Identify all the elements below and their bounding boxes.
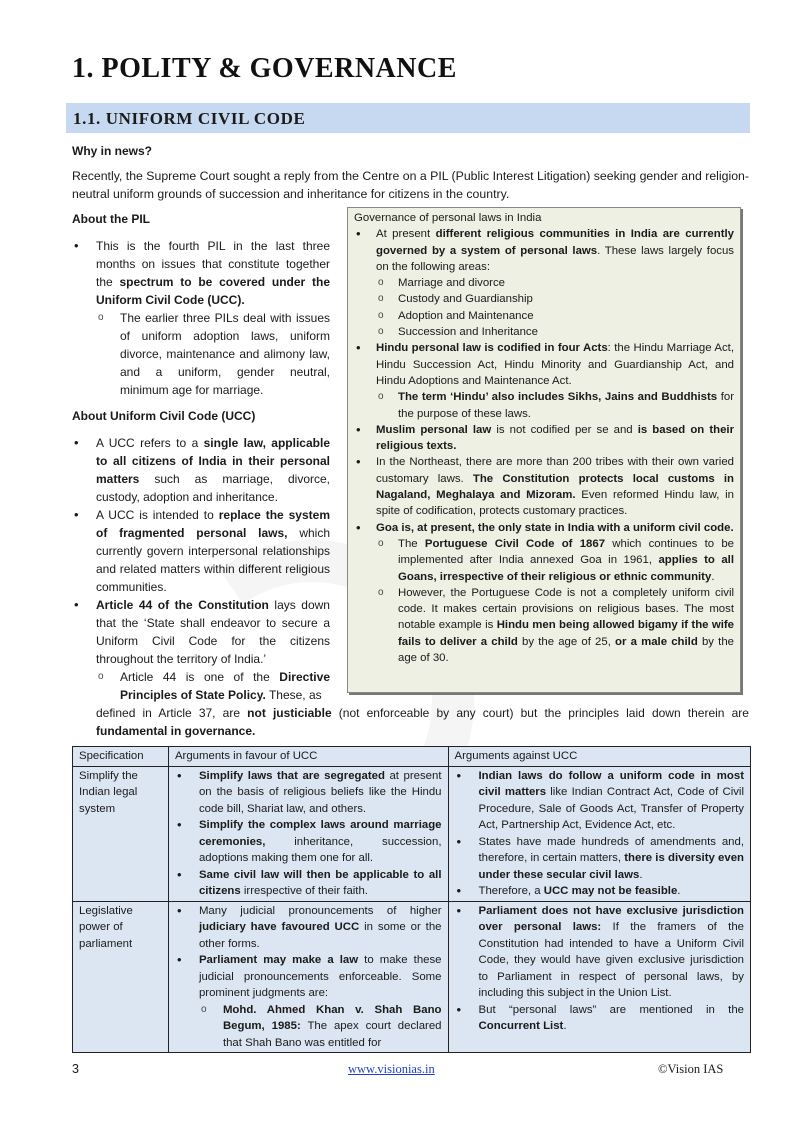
left-column — [72, 210, 330, 704]
box-title: Governance of personal laws in India — [354, 212, 542, 224]
bold-text-run: different religious communities in India are currently governed by a system of personal laws — [376, 228, 734, 257]
list-item — [72, 237, 330, 309]
bold-text-run: UCC may not be feasible — [543, 885, 678, 897]
text-run: to make these judicial pronouncements enforceable. Some prominent judgments are: — [198, 954, 442, 999]
about-ucc-label: About Uniform Civil Code (UCC) — [72, 409, 256, 423]
text-run: such as marriage, divorce, custody, adoption and inheritance. — [96, 472, 330, 504]
text-run: like Indian Contract Act, Code of Civil Procedure, Sale of Goods Act, Transfer of Property Act, Partnership Act, Evidence Act, etc. — [478, 786, 744, 831]
text-run: (not enforceable by any court) but the principles laid down therein are — [331, 706, 749, 720]
list-item — [455, 903, 744, 1002]
list-item — [455, 883, 744, 900]
bold-text-run: Hindu personal law is codified in four Acts — [376, 342, 608, 355]
list-item — [354, 520, 734, 536]
against-cell — [448, 766, 750, 901]
header-favour: Arguments in favour of UCC — [168, 747, 448, 767]
text-run: is not codified per se and — [491, 423, 638, 436]
list-subitem — [96, 668, 330, 704]
bold-text-run: fundamental in governance. — [96, 724, 256, 738]
bold-text-run: there is diversity even under these secular civil laws — [478, 852, 744, 881]
list-item — [175, 867, 442, 900]
copyright: ©Vision IAS — [658, 1062, 724, 1076]
list-item — [72, 506, 330, 596]
bold-text-run: The term ‘Hindu’ also includes Sikhs, Jains and Buddhists — [398, 391, 718, 404]
list-subitem — [376, 389, 734, 422]
list-item — [354, 454, 734, 519]
table-row — [73, 766, 751, 901]
bold-text-run: Mohd. Ahmed Khan v. Shah Bano Begum, 1985: — [222, 1003, 442, 1032]
ucc-arguments-table — [72, 746, 751, 1053]
bold-text-run: replace the system of fragmented personal laws, — [96, 508, 330, 540]
list-subitem — [199, 1002, 442, 1052]
list-item — [354, 226, 734, 275]
bold-text-run: judiciary have favoured UCC — [198, 921, 360, 933]
list-item — [72, 596, 330, 668]
list-subitem — [376, 536, 734, 585]
article-37-continuation — [96, 704, 749, 740]
against-cell — [448, 901, 750, 1053]
list-subitem — [376, 585, 734, 666]
text-run: : the Hindu Marriage Act, Hindu Succession Act, Hindu Minority and Guardianship Act, and Hindu Adoptions and Maintenance Act. — [376, 342, 735, 387]
text-run: by the age of 25, — [517, 635, 616, 648]
bold-text-run: applies to all Goans, irrespective of their religious or ethnic community — [398, 554, 734, 583]
bold-text-run: is based on their religious texts. — [376, 423, 735, 453]
why-in-news-text: Recently, the Supreme Court sought a reply from the Centre on a PIL (Public Interest Litigation) seeking gender and religion-neutral uniform grounds of succession and inheritance for citizens in the country. — [72, 169, 749, 201]
text-run: . — [639, 868, 643, 881]
personal-laws-box — [347, 207, 741, 693]
text-run: inheritance, succession, adoptions making them one for all. — [198, 835, 442, 864]
list-item — [455, 768, 744, 834]
table-row — [73, 901, 751, 1053]
header-specification: Specification — [73, 747, 169, 767]
table-header-row — [73, 747, 751, 767]
text-run: At present — [376, 228, 436, 241]
bold-text-run: Indian laws do follow a uniform code in most civil matters — [478, 769, 744, 798]
text-run: . — [677, 885, 681, 897]
list-item — [175, 817, 442, 867]
bold-text-run: Article 44 of the Constitution — [96, 598, 269, 612]
bold-text-run: Hindu men being allowed bigamy if the wife fails to deliver a child — [398, 619, 734, 648]
list-subitem: o Custody and Guardianship — [376, 291, 734, 307]
list-item — [354, 340, 734, 389]
list-item — [72, 434, 330, 506]
text-run: . — [711, 570, 715, 583]
text-run: This is the fourth PIL in the last three months on issues that constitute together the — [96, 239, 330, 289]
section-title: 1.1. UNIFORM CIVIL CODE — [73, 109, 306, 128]
bold-text-run: Parliament does not have exclusive jurisdiction over personal laws: — [478, 904, 744, 933]
text-run: A UCC refers to a — [96, 436, 204, 450]
bold-text-run: or a male child — [615, 635, 698, 648]
text-run: Article 44 is one of the — [120, 670, 280, 684]
page-number: 3 — [72, 1062, 79, 1076]
list-item — [175, 768, 442, 818]
bold-text-run: Simplify the complex laws around marriage ceremonies, — [198, 819, 442, 848]
text-run: In the Northeast, there are more than 200 tribes with their own varied customary laws. — [376, 456, 734, 485]
list-item — [354, 422, 734, 455]
text-run: . These laws largely focus on the following areas: — [376, 244, 734, 273]
text-run: which currently govern interpersonal relationships and related matters within different religious communities. — [96, 526, 330, 594]
bold-text-run: The Constitution protects local customs in Nagaland, Meghalaya and Mizoram. — [376, 472, 734, 502]
bold-text-run: Simplify laws that are segregated — [198, 769, 385, 782]
about-pil-list — [72, 237, 330, 399]
about-pil-label: About the PIL — [72, 212, 150, 226]
bold-text-run: single law, applicable to all citizens of India in their personal matters — [96, 436, 330, 486]
text-run: lays down that the ‘State shall endeavor to secure a Uniform Civil Code for the citizens throughout the territory of India.’ — [96, 598, 330, 666]
text-run: . — [563, 1020, 567, 1032]
list-item — [175, 903, 442, 953]
bold-text-run: Concurrent List — [478, 1020, 564, 1032]
list-subitem: o Marriage and divorce — [376, 275, 734, 291]
bold-text-run: spectrum to be covered under the Uniform Civil Code (UCC). — [96, 275, 330, 307]
text-run: which continues to be implemented after India annexed Goa in 1961, — [398, 537, 734, 567]
list-item — [175, 952, 442, 1002]
bold-text-run: Parliament may make a law — [198, 954, 359, 966]
bold-text-run: Directive Principles of State Policy. — [120, 670, 330, 702]
text-run: States have made hundreds of amendments and, therefore, in certain matters, — [478, 835, 744, 864]
text-run: But “personal laws” are mentioned in the — [478, 1003, 744, 1016]
favour-cell — [168, 766, 448, 901]
about-ucc-list — [72, 434, 330, 704]
list-subitem: o Succession and Inheritance — [376, 324, 734, 340]
website-link[interactable]: www.visionias.in — [348, 1062, 435, 1076]
list-item — [455, 1002, 744, 1035]
text-run: However, the Portuguese Code is not a completely uniform civil code. It makes certain provisions on religious bases. The most notable example is — [398, 586, 734, 632]
list-item — [455, 834, 744, 884]
text-run: irrespective of their faith. — [240, 885, 368, 897]
text-run: at present on the basis of religious beliefs like the Hindu code bill, Shariat law, and others. — [198, 769, 442, 815]
box-list — [354, 226, 734, 666]
header-against: Arguments against UCC — [448, 747, 750, 767]
bold-text-run: Same civil law will then be applicable to all citizens — [198, 868, 442, 897]
text-run: defined in Article 37, are — [96, 706, 248, 720]
spec-cell: Legislative power of parliament — [73, 901, 169, 1053]
favour-cell — [168, 901, 448, 1053]
bold-text-run: not justiciable — [247, 706, 332, 720]
why-in-news-label: Why in news? — [72, 144, 153, 158]
bold-text-run: Goa is, at present, the only state in India with a uniform civil code. — [376, 521, 734, 534]
list-subitem — [96, 309, 330, 399]
text-run: Many judicial pronouncements of higher — [198, 904, 442, 917]
text-run: The — [398, 537, 425, 550]
text-run: for the purpose of these laws. — [398, 391, 734, 420]
text-run: by the age of 30. — [398, 635, 734, 665]
chapter-heading: 1. POLITY & GOVERNANCE — [72, 53, 457, 84]
text-run: The earlier three PILs deal with issues of uniform adoption laws, uniform divorce, maintenance and alimony law, and a uniform, gender neutral, minimum age for marriage. — [120, 311, 330, 397]
text-run: If the framers of the Constitution had intended to have a Uniform Civil Code, they would have given exclusive jurisdiction to Parliament in respect of personal laws, by including this subject in the Union List. — [478, 921, 744, 999]
text-run: in some or the other forms. — [198, 921, 442, 950]
section-bar — [66, 103, 750, 133]
list-subitem: o Adoption and Maintenance — [376, 308, 734, 324]
bold-text-run: Portuguese Civil Code of 1867 — [424, 537, 606, 550]
text-run: Therefore, a — [478, 885, 544, 897]
text-run: A UCC is intended to — [96, 508, 219, 522]
text-run: Even reformed Hindu law, in spite of codification, protects customary practices. — [376, 489, 734, 518]
bold-text-run: Muslim personal law — [376, 423, 492, 436]
text-run: These, as — [265, 688, 322, 702]
spec-cell: Simplify the Indian legal system — [73, 766, 169, 901]
text-run: The apex court declared that Shah Bano was entitled for — [222, 1020, 442, 1049]
